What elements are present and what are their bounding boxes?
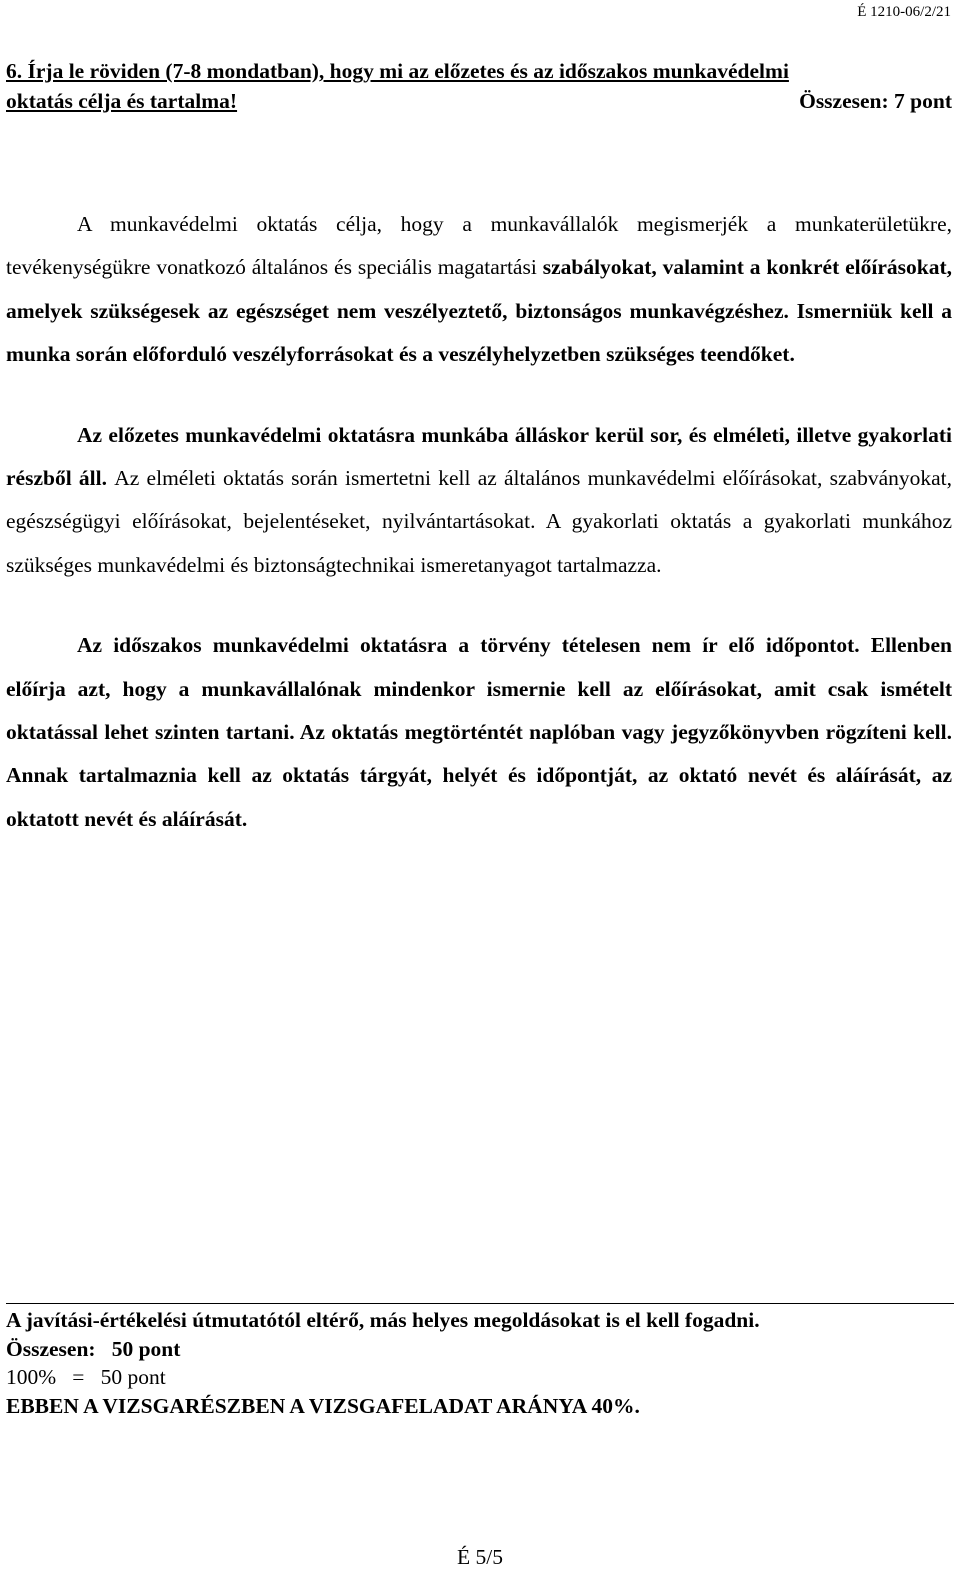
question-text-continued: oktatás célja és tartalma! <box>6 89 238 113</box>
answer-body <box>6 203 952 878</box>
footer-percent-value: 50 pont <box>100 1365 166 1389</box>
answer-paragraph-purpose-rest: szabályokat, valamint a konkrét előírásokat, amelyek szükségesek az egészséget nem veszélyeztető, biztonságos munkavégzéshez. Ismerniük kell a munka során előforduló veszélyforrásokat és a veszélyhelyzetben szükséges teendőket. <box>6 255 952 367</box>
footer-ratio: EBBEN A VIZSGARÉSZBEN A VIZSGAFELADAT ARÁNYA 40%. <box>6 1393 640 1418</box>
footer-note: A javítási-értékelési útmutatótól eltérő, más helyes megoldásokat is el kell fogadni. <box>6 1308 760 1332</box>
answer-paragraph-preliminary <box>6 414 952 588</box>
document-code: É 1210-06/2/21 <box>857 4 951 20</box>
footer-equals: = <box>72 1365 85 1389</box>
answer-paragraph-purpose <box>6 203 952 377</box>
footer-total-label: Összesen: <box>6 1336 96 1361</box>
question-heading <box>6 56 952 116</box>
answer-paragraph-preliminary-rest: Az elméleti oktatás során ismertetni kell az általános munkavédelmi előírásokat, szabványokat, egészségügyi előírásokat, bejelentéseket, nyilvántartásokat. A gyakorlati oktatás a gyakorlati munkához szükséges munkavédelmi és biztonságtechnikai ismeretanyagot tartalmazza. <box>6 466 953 577</box>
footer-divider <box>6 1303 954 1304</box>
page-number: É 5/5 <box>457 1545 503 1569</box>
footer-total-value: 50 pont <box>111 1336 181 1361</box>
answer-paragraph-purpose-intro: A munkavédelmi oktatás célja, hogy a munkavállalók megismerjék a munkaterületükre, tevékenységükre vonatkozó általános és speciális magatartási <box>6 212 952 280</box>
footer-percent-label: 100% <box>6 1365 57 1389</box>
answer-paragraph-periodic: Az időszakos munkavédelmi oktatásra a törvény tételesen nem ír elő időpontot. Ellenben előírja azt, hogy a munkavállalónak mindenkor ismernie kell az előírásokat, amit csak ismételt oktatással lehet szinten tartani. Az oktatás megtörténtét naplóban vagy jegyzőkönyvben rögzíteni kell. Annak tartalmaznia kell az oktatás tárgyát, helyét és időpontját, az oktató nevét és aláírását, az oktatott nevét és aláírását. <box>6 633 952 831</box>
answer-paragraph-preliminary-intro: Az előzetes munkavédelmi oktatásra munkába álláskor kerül sor, és elméleti, illetve gyakorlati részből áll. <box>6 422 952 491</box>
question-text-line1: 6. Írja le röviden (7-8 mondatban), hogy mi az előzetes és az időszakos munkavédelmi <box>6 59 789 83</box>
footer-percent <box>6 1363 760 1392</box>
scoring-footer <box>6 1306 760 1420</box>
question-text-line2 <box>6 86 952 116</box>
question-points: Összesen: 7 pont <box>799 89 952 113</box>
footer-total <box>6 1335 760 1364</box>
